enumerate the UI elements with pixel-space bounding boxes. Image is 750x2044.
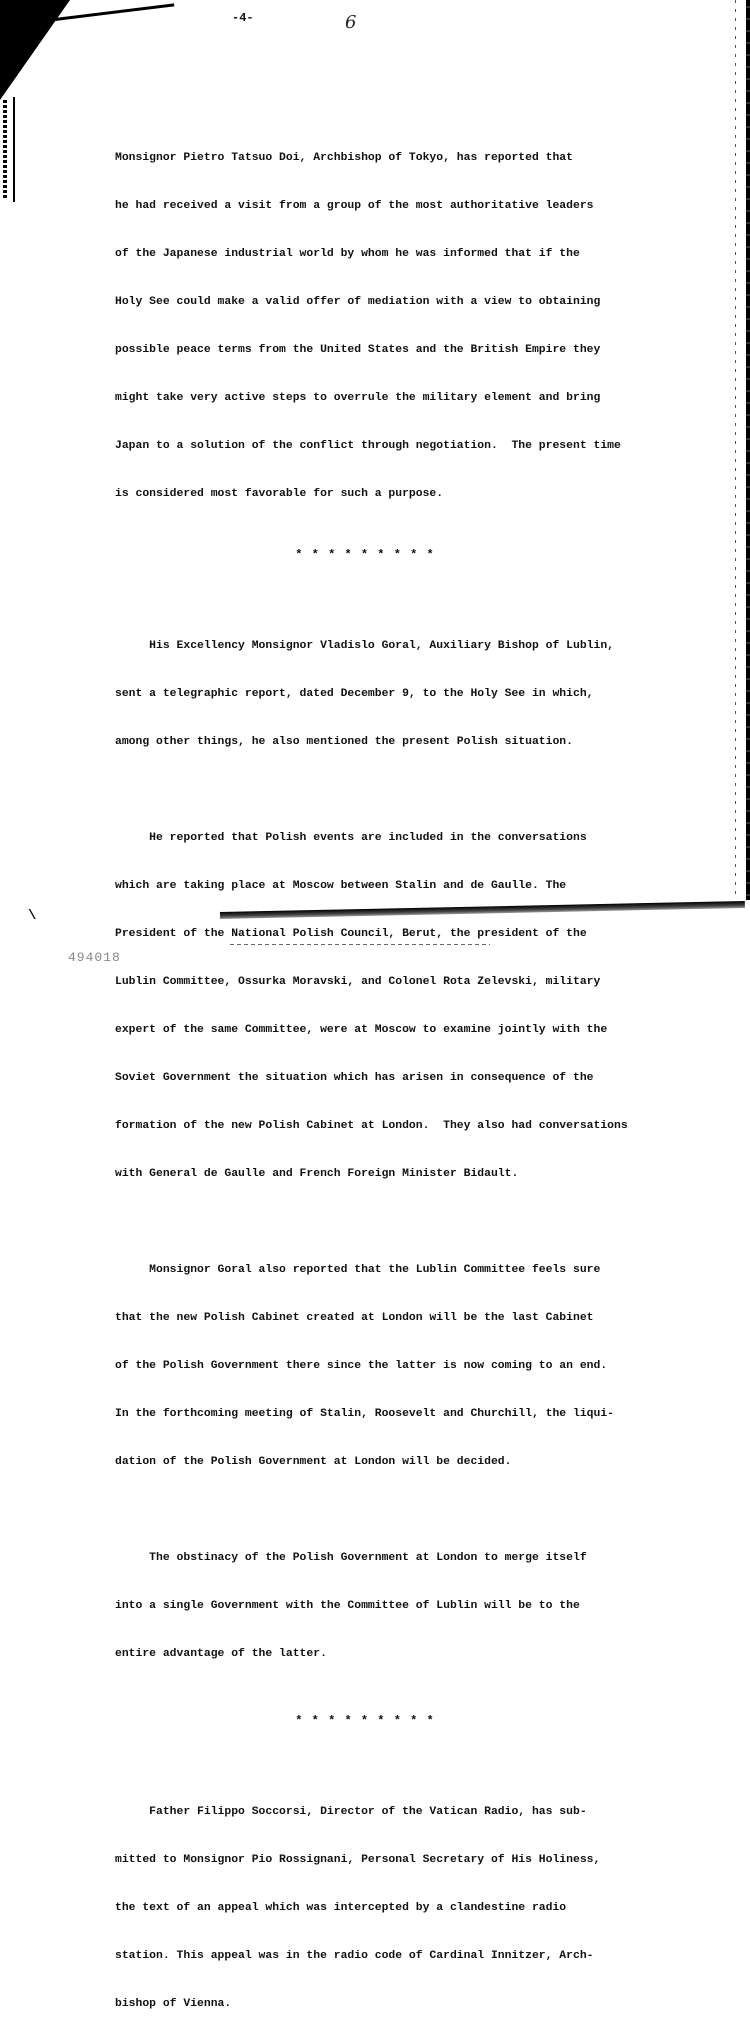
text-line: He reported that Polish events are included in the conversations [115, 832, 587, 844]
paragraph-obstinacy [115, 1518, 675, 1694]
text-line: into a single Government with the Committee of Lublin will be to the [115, 1600, 580, 1612]
paragraph-moscow-conversations [115, 798, 675, 1214]
text-line: Soviet Government the situation which has arisen in consequence of the [115, 1072, 594, 1084]
paragraph-lublin-committee [115, 1230, 675, 1502]
text-line: bishop of Vienna. [115, 1998, 232, 2010]
text-line: Holy See could make a valid offer of mediation with a view to obtaining [115, 296, 601, 308]
text-line: dation of the Polish Government at London will be decided. [115, 1456, 512, 1468]
text-line: Japan to a solution of the conflict through negotiation. The present time [115, 440, 621, 452]
text-line: formation of the new Polish Cabinet at London. They also had conversations [115, 1120, 628, 1132]
text-line: that the new Polish Cabinet created at London will be the last Cabinet [115, 1312, 594, 1324]
section-separator: * * * * * * * * * [295, 1714, 435, 1728]
paragraph-tokyo-report [115, 118, 675, 534]
section-separator: * * * * * * * * * [295, 548, 435, 562]
scan-corner-artifact [0, 0, 70, 100]
scan-left-edge-line [13, 97, 15, 202]
text-line: possible peace terms from the United States and the British Empire they [115, 344, 601, 356]
text-line: might take very active steps to overrule the military element and bring [115, 392, 601, 404]
text-line: of the Polish Government there since the latter is now coming to an end. [115, 1360, 608, 1372]
paragraph-goral-telegram [115, 606, 675, 782]
text-line: is considered most favorable for such a purpose. [115, 488, 444, 500]
page-number: -4- [232, 11, 254, 25]
document-stamp-number: 494018 [68, 950, 121, 965]
text-line: which are taking place at Moscow between Stalin and de Gaulle. The [115, 880, 567, 892]
text-line: expert of the same Committee, were at Moscow to examine jointly with the [115, 1024, 608, 1036]
scan-right-edge-dots [735, 0, 736, 900]
text-line: The obstinacy of the Polish Government at London to merge itself [115, 1552, 587, 1564]
text-line: His Excellency Monsignor Vladislo Goral, Auxiliary Bishop of Lublin, [115, 640, 614, 652]
text-line: the text of an appeal which was intercepted by a clandestine radio [115, 1902, 567, 1914]
document-body [115, 118, 675, 2044]
text-line: he had received a visit from a group of the most authoritative leaders [115, 200, 594, 212]
text-line: Father Filippo Soccorsi, Director of the Vatican Radio, has sub- [115, 1806, 587, 1818]
text-line: In the forthcoming meeting of Stalin, Roosevelt and Churchill, the liqui- [115, 1408, 614, 1420]
text-line: Monsignor Goral also reported that the Lublin Committee feels sure [115, 1264, 601, 1276]
text-line: of the Japanese industrial world by whom he was informed that if the [115, 248, 580, 260]
margin-mark: \ [28, 908, 37, 924]
text-line: entire advantage of the latter. [115, 1648, 327, 1660]
text-line: station. This appeal was in the radio code of Cardinal Innitzer, Arch- [115, 1950, 594, 1962]
text-line: mitted to Monsignor Pio Rossignani, Personal Secretary of His Holiness, [115, 1854, 601, 1866]
text-line: with General de Gaulle and French Foreign Minister Bidault. [115, 1168, 519, 1180]
scan-left-edge [3, 100, 7, 200]
scan-streak [55, 3, 174, 21]
scan-right-edge [746, 0, 750, 900]
text-line: sent a telegraphic report, dated December 9, to the Holy See in which, [115, 688, 594, 700]
text-line: Monsignor Pietro Tatsuo Doi, Archbishop of Tokyo, has reported that [115, 152, 573, 164]
text-line: Lublin Committee, Ossurka Moravski, and Colonel Rota Zelevski, military [115, 976, 601, 988]
text-line: President of the National Polish Council, Berut, the president of the [115, 928, 587, 940]
paragraph-vatican-radio [115, 1772, 675, 2044]
text-line: among other things, he also mentioned the present Polish situation. [115, 736, 573, 748]
handwritten-mark: 6 [345, 12, 357, 33]
